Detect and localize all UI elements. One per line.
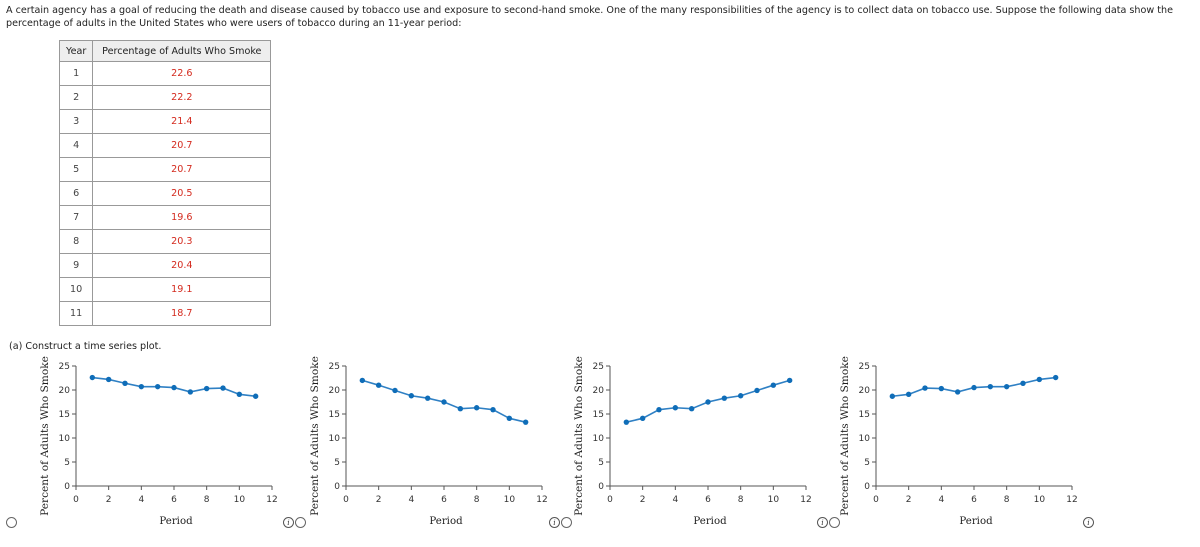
x-tick-label: 4 bbox=[408, 495, 415, 505]
data-point bbox=[656, 407, 661, 412]
info-icon[interactable]: i bbox=[1083, 517, 1094, 528]
data-point bbox=[441, 399, 446, 404]
question-intro: A certain agency has a goal of reducing the death and disease caused by tobacco use and exposure to second-hand smoke. One of the many responsibilities of the agency is to collect data on tobacco use. Suppose the following data show the percentage of adults in the United States who were users of tobacco during an 11-year period: bbox=[6, 5, 1174, 29]
x-tick-label: 10 bbox=[503, 495, 516, 505]
y-tick-label: 20 bbox=[592, 386, 604, 396]
data-point bbox=[624, 419, 629, 424]
y-tick-label: 5 bbox=[864, 458, 870, 468]
y-tick-label: 0 bbox=[864, 482, 870, 492]
percentage-cell: 20.5 bbox=[93, 182, 271, 206]
data-point bbox=[253, 394, 258, 399]
data-point bbox=[705, 399, 710, 404]
data-point bbox=[458, 406, 463, 411]
data-point bbox=[1004, 384, 1009, 389]
data-point bbox=[640, 416, 645, 421]
y-tick-label: 15 bbox=[328, 410, 340, 420]
year-cell: 3 bbox=[60, 110, 93, 134]
x-tick-label: 8 bbox=[737, 495, 744, 505]
data-point bbox=[673, 405, 678, 410]
x-tick-label: 4 bbox=[138, 495, 145, 505]
x-tick-label: 6 bbox=[705, 495, 711, 505]
data-point bbox=[409, 393, 414, 398]
y-tick-label: 20 bbox=[858, 386, 870, 396]
data-table bbox=[59, 40, 271, 326]
y-tick-label: 10 bbox=[858, 434, 870, 444]
x-tick-label: 0 bbox=[73, 495, 79, 505]
table-header-row bbox=[60, 41, 271, 62]
table-row bbox=[60, 206, 271, 230]
percentage-cell: 20.4 bbox=[93, 254, 271, 278]
table-row bbox=[60, 182, 271, 206]
data-point bbox=[754, 388, 759, 393]
x-tick-label: 0 bbox=[607, 495, 613, 505]
data-point bbox=[890, 394, 895, 399]
header-percentage: Percentage of Adults Who Smoke bbox=[93, 41, 271, 62]
data-point bbox=[376, 383, 381, 388]
radio-button-option-3[interactable] bbox=[561, 517, 572, 528]
x-tick-label: 10 bbox=[233, 495, 246, 505]
x-tick-label: 6 bbox=[171, 495, 177, 505]
data-point bbox=[1037, 377, 1042, 382]
data-point bbox=[939, 386, 944, 391]
y-tick-label: 0 bbox=[598, 482, 604, 492]
data-point bbox=[906, 392, 911, 397]
data-point bbox=[955, 389, 960, 394]
y-tick-label: 5 bbox=[334, 458, 340, 468]
info-icon[interactable]: i bbox=[817, 517, 828, 528]
data-point bbox=[490, 407, 495, 412]
data-point bbox=[155, 384, 160, 389]
x-tick-label: 2 bbox=[639, 495, 646, 505]
y-axis-label: Percent of Adults Who Smoke bbox=[573, 356, 585, 516]
x-tick-label: 12 bbox=[1066, 495, 1078, 505]
y-axis-label: Percent of Adults Who Smoke bbox=[309, 356, 321, 516]
data-point bbox=[106, 377, 111, 382]
x-tick-label: 8 bbox=[203, 495, 210, 505]
y-tick-label: 0 bbox=[334, 482, 340, 492]
data-point bbox=[722, 395, 727, 400]
year-cell: 1 bbox=[60, 62, 93, 86]
radio-button-option-1[interactable] bbox=[6, 517, 17, 528]
data-point bbox=[188, 389, 193, 394]
table-row bbox=[60, 158, 271, 182]
percentage-cell: 20.7 bbox=[93, 134, 271, 158]
y-tick-label: 10 bbox=[58, 434, 70, 444]
y-axis-label: Percent of Adults Who Smoke bbox=[839, 356, 851, 516]
x-tick-label: 4 bbox=[672, 495, 679, 505]
data-point bbox=[220, 385, 225, 390]
time-series-chart-option-3 bbox=[570, 352, 824, 532]
data-point bbox=[523, 419, 528, 424]
x-tick-label: 4 bbox=[938, 495, 945, 505]
data-point bbox=[392, 388, 397, 393]
percentage-cell: 22.2 bbox=[93, 86, 271, 110]
table-row bbox=[60, 254, 271, 278]
y-tick-label: 10 bbox=[328, 434, 340, 444]
data-point bbox=[171, 385, 176, 390]
y-tick-label: 25 bbox=[328, 362, 340, 372]
y-tick-label: 20 bbox=[58, 386, 70, 396]
data-point bbox=[204, 386, 209, 391]
x-tick-label: 12 bbox=[266, 495, 278, 505]
y-tick-label: 15 bbox=[58, 410, 70, 420]
data-point bbox=[474, 405, 479, 410]
y-tick-label: 25 bbox=[592, 362, 604, 372]
percentage-cell: 19.1 bbox=[93, 278, 271, 302]
table-row bbox=[60, 278, 271, 302]
radio-button-option-4[interactable] bbox=[829, 517, 840, 528]
data-point bbox=[738, 393, 743, 398]
x-axis-label: Period bbox=[959, 516, 993, 527]
time-series-chart-option-1 bbox=[36, 352, 290, 532]
time-series-chart-option-2 bbox=[306, 352, 560, 532]
year-cell: 7 bbox=[60, 206, 93, 230]
year-cell: 11 bbox=[60, 302, 93, 326]
data-point bbox=[787, 378, 792, 383]
table-row bbox=[60, 110, 271, 134]
x-tick-label: 8 bbox=[473, 495, 480, 505]
info-icon[interactable]: i bbox=[549, 517, 560, 528]
x-axis-label: Period bbox=[429, 516, 463, 527]
x-tick-label: 0 bbox=[873, 495, 879, 505]
x-tick-label: 6 bbox=[441, 495, 447, 505]
y-axis-label: Percent of Adults Who Smoke bbox=[39, 356, 51, 516]
year-cell: 6 bbox=[60, 182, 93, 206]
x-tick-label: 12 bbox=[536, 495, 548, 505]
percentage-cell: 19.6 bbox=[93, 206, 271, 230]
data-point bbox=[1020, 381, 1025, 386]
table-row bbox=[60, 134, 271, 158]
percentage-cell: 20.7 bbox=[93, 158, 271, 182]
data-point bbox=[90, 375, 95, 380]
data-point bbox=[922, 385, 927, 390]
part-a-prompt: (a) Construct a time series plot. bbox=[9, 341, 162, 352]
y-tick-label: 0 bbox=[64, 482, 70, 492]
percentage-cell: 18.7 bbox=[93, 302, 271, 326]
data-point bbox=[122, 381, 127, 386]
x-tick-label: 6 bbox=[971, 495, 977, 505]
year-cell: 10 bbox=[60, 278, 93, 302]
percentage-cell: 21.4 bbox=[93, 110, 271, 134]
x-tick-label: 10 bbox=[1033, 495, 1046, 505]
header-year: Year bbox=[60, 41, 93, 62]
data-point bbox=[139, 384, 144, 389]
y-tick-label: 25 bbox=[58, 362, 70, 372]
percentage-cell: 20.3 bbox=[93, 230, 271, 254]
data-point bbox=[689, 406, 694, 411]
x-tick-label: 10 bbox=[767, 495, 780, 505]
y-tick-label: 5 bbox=[64, 458, 70, 468]
table-row bbox=[60, 230, 271, 254]
x-tick-label: 0 bbox=[343, 495, 349, 505]
year-cell: 5 bbox=[60, 158, 93, 182]
year-cell: 4 bbox=[60, 134, 93, 158]
year-cell: 8 bbox=[60, 230, 93, 254]
x-tick-label: 2 bbox=[105, 495, 112, 505]
time-series-chart-option-4 bbox=[836, 352, 1090, 532]
data-point bbox=[1053, 375, 1058, 380]
x-tick-label: 2 bbox=[375, 495, 382, 505]
info-icon[interactable]: i bbox=[283, 517, 294, 528]
x-tick-label: 2 bbox=[905, 495, 912, 505]
data-point bbox=[237, 392, 242, 397]
y-tick-label: 20 bbox=[328, 386, 340, 396]
y-tick-label: 15 bbox=[858, 410, 870, 420]
data-point bbox=[425, 395, 430, 400]
y-tick-label: 25 bbox=[858, 362, 870, 372]
data-point bbox=[988, 384, 993, 389]
table-row bbox=[60, 302, 271, 326]
year-cell: 9 bbox=[60, 254, 93, 278]
x-axis-label: Period bbox=[159, 516, 193, 527]
x-axis-label: Period bbox=[693, 516, 727, 527]
percentage-cell: 22.6 bbox=[93, 62, 271, 86]
table-row bbox=[60, 86, 271, 110]
data-point bbox=[507, 416, 512, 421]
year-cell: 2 bbox=[60, 86, 93, 110]
data-point bbox=[771, 383, 776, 388]
y-tick-label: 15 bbox=[592, 410, 604, 420]
data-point bbox=[971, 385, 976, 390]
data-point bbox=[360, 378, 365, 383]
y-tick-label: 5 bbox=[598, 458, 604, 468]
y-tick-label: 10 bbox=[592, 434, 604, 444]
x-tick-label: 8 bbox=[1003, 495, 1010, 505]
radio-button-option-2[interactable] bbox=[295, 517, 306, 528]
x-tick-label: 12 bbox=[800, 495, 812, 505]
table-row bbox=[60, 62, 271, 86]
